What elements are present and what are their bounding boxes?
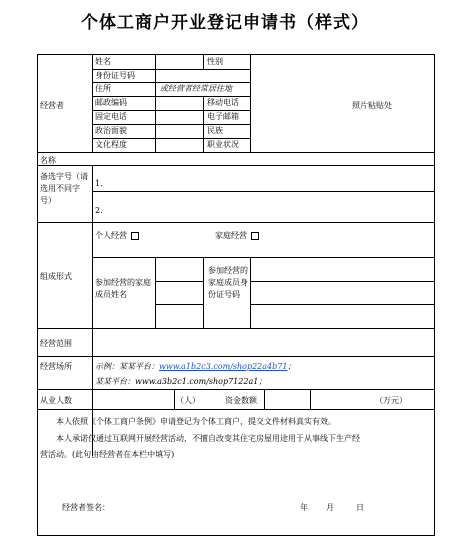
capital-unit: （万元） [375, 396, 407, 405]
premises-example-line [95, 362, 295, 372]
id-number-label: 身份证号码 [95, 71, 135, 80]
alt-name-option-2: 2. [95, 206, 103, 215]
date-year-label: 年 [300, 503, 308, 512]
gender-label: 性别 [207, 57, 223, 66]
declaration-paragraph-2-line-2: 营活动。(此句由经营者在本栏中填写) [40, 450, 175, 459]
mobile-label: 移动电话 [207, 98, 239, 107]
phone-label: 固定电话 [95, 112, 127, 121]
premises-second-prefix: 某某平台： [95, 377, 135, 386]
premises-second-url: www.a3b2c1.com/shop7122a1 [135, 377, 259, 386]
business-scope-label: 经营范围 [40, 339, 72, 348]
family-label: 家庭经营 [215, 231, 247, 240]
postcode-label: 邮政编码 [95, 98, 127, 107]
premises-example-url[interactable]: www.a1b2c3.com/shop22a4b71 [159, 362, 288, 371]
signature-label: 经营者签名： [62, 503, 110, 512]
staff-count-label: 从业人数 [40, 396, 72, 405]
capital-label: 资金数额 [225, 396, 257, 405]
business-name-label: 名称 [40, 156, 56, 165]
occupation-label: 职业状况 [207, 140, 239, 149]
org-form-label: 组成形式 [40, 272, 72, 281]
alt-name-option-1: 1. [95, 179, 103, 188]
staff-unit: （人） [176, 396, 200, 405]
address-label: 住所 [95, 84, 111, 93]
premises-label: 经营场所 [40, 362, 72, 371]
date-month-label: 月 [326, 503, 334, 512]
family-members-id-label: 参加经营的家庭成员身份证号码 [208, 266, 248, 299]
family-option[interactable] [215, 231, 259, 241]
individual-option[interactable] [95, 231, 139, 241]
education-label: 文化程度 [95, 140, 127, 149]
ethnicity-label: 民族 [207, 126, 223, 135]
premises-second-line [95, 377, 266, 387]
premises-example-prefix: 示例：某某平台： [95, 362, 159, 371]
individual-checkbox[interactable] [131, 232, 139, 240]
date-day-label: 日 [356, 503, 364, 512]
form-title: 个体工商户开业登记申请书（样式） [81, 13, 369, 33]
alt-name-label: 备选字号（请选用不同字号） [40, 172, 88, 205]
declaration-paragraph-1: 本人依照《个体工商户条例》申请登记为个体工商户，提交文件材料真实有效。 [56, 417, 336, 426]
individual-label: 个人经营 [95, 231, 127, 240]
family-members-name-label: 参加经营的家庭成员姓名 [95, 278, 151, 299]
photo-placeholder-label: 照片粘贴处 [352, 101, 392, 110]
premises-second-suffix: ； [258, 377, 267, 386]
name-label: 姓名 [95, 57, 111, 66]
politics-label: 政治面貌 [95, 126, 127, 135]
operator-section-label: 经营者 [40, 101, 64, 110]
declaration-paragraph-2-line-1: 本人承诺仅通过互联网开展经营活动，不擅自改变其住宅房屋用途用于从事线下生产经 [56, 434, 360, 443]
email-label: 电子邮箱 [207, 112, 239, 121]
family-checkbox[interactable] [251, 232, 259, 240]
premises-example-suffix: ； [287, 362, 296, 371]
address-hint: 或经营者经常居住地 [160, 84, 232, 93]
